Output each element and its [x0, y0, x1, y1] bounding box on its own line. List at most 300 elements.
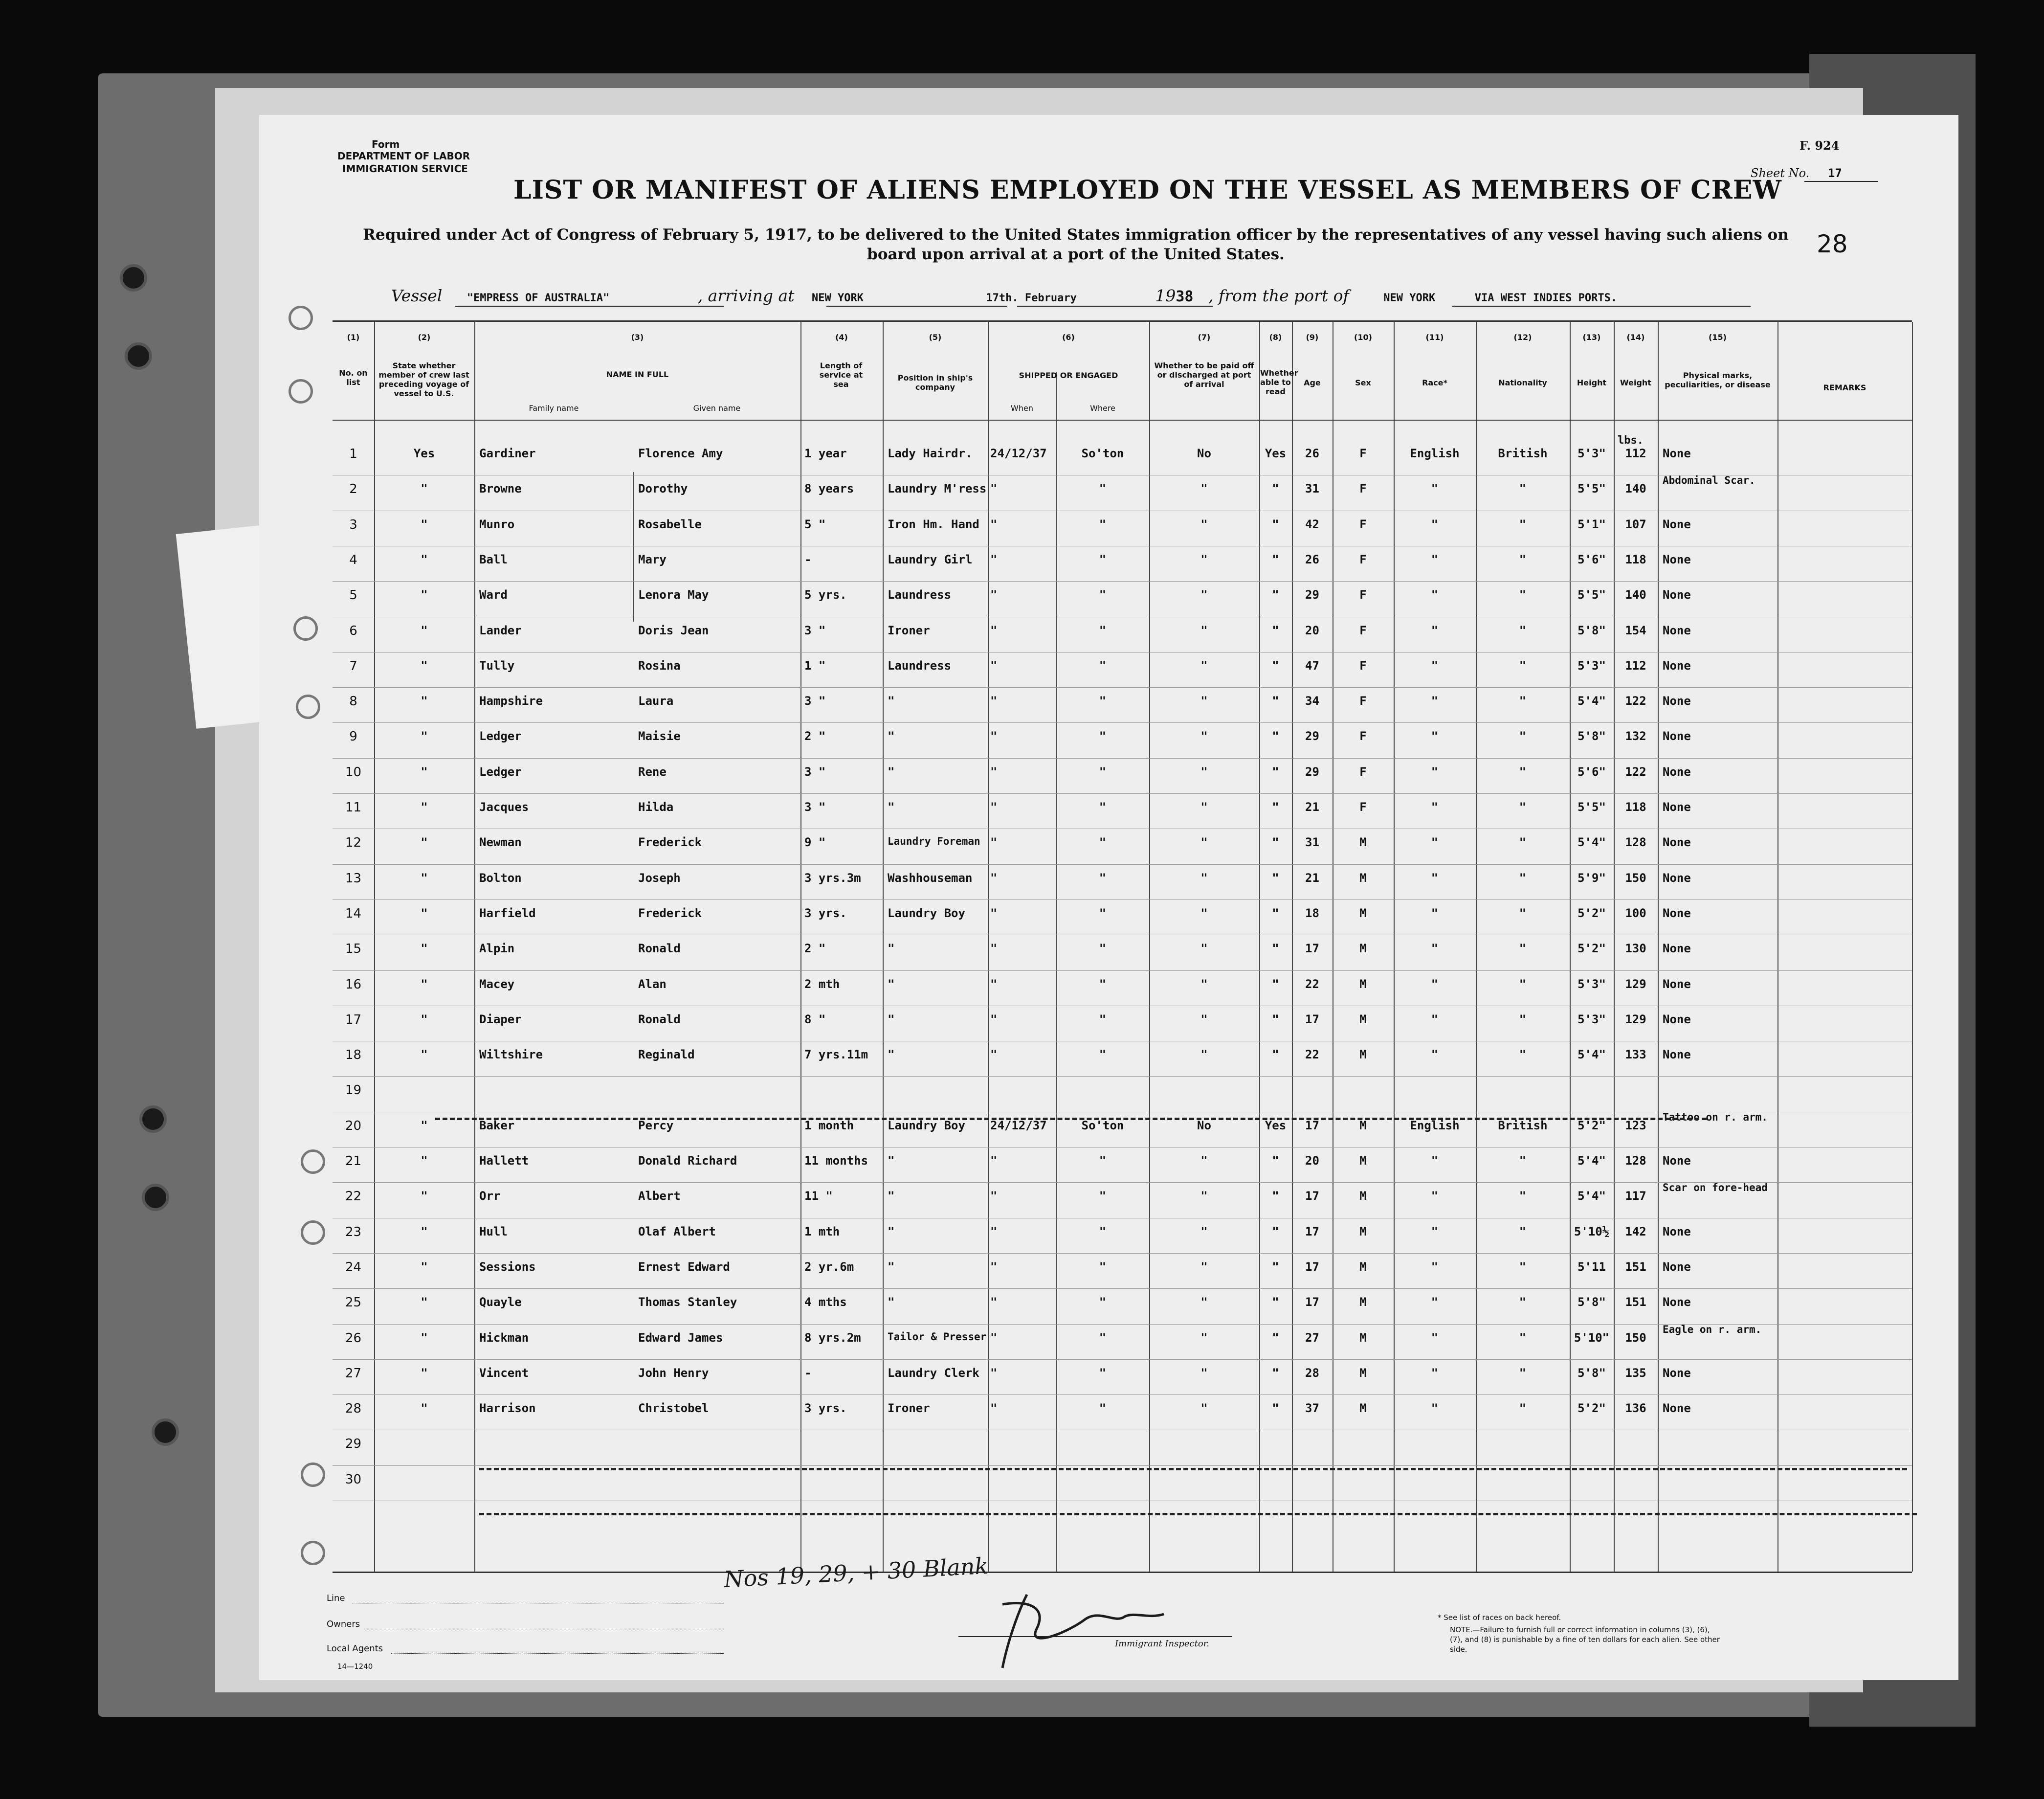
paid-off-cell: " — [1200, 588, 1208, 602]
row-number: 29 — [345, 1437, 362, 1452]
family-name-cell: Hallett — [479, 1154, 529, 1168]
row-rule — [333, 687, 1912, 688]
race-cell: " — [1431, 1189, 1439, 1203]
via-ports: VIA WEST INDIES PORTS. — [1474, 292, 1618, 304]
punch-hole — [296, 695, 320, 719]
sex-cell: M — [1359, 1330, 1367, 1345]
prev-voyage-cell: " — [421, 835, 428, 850]
prev-voyage-cell: " — [421, 765, 428, 779]
weight-unit: lbs. — [1618, 434, 1644, 447]
paid-off-cell: " — [1200, 1154, 1208, 1168]
sex-cell: M — [1359, 977, 1367, 991]
row-number: 12 — [345, 835, 362, 851]
shipped-when-cell: 24/12/37 — [990, 1118, 1047, 1132]
col-no-number: (1) — [347, 333, 360, 342]
row-number: 21 — [345, 1154, 362, 1169]
sex-cell: M — [1359, 1189, 1367, 1203]
weight-cell: 140 — [1625, 588, 1646, 602]
nationality-cell: " — [1519, 1012, 1527, 1026]
shipped-where-cell: " — [1099, 800, 1107, 814]
punch-hole — [301, 1462, 325, 1487]
arriving-label: , arriving at — [697, 286, 795, 305]
race-cell: " — [1431, 977, 1439, 991]
age-cell: 17 — [1305, 1118, 1319, 1132]
able-to-read-cell: " — [1272, 1295, 1279, 1309]
col-nationality-number: (12) — [1513, 333, 1532, 342]
given-name-cell: Ronald — [638, 942, 681, 956]
height-cell: 5'2" — [1577, 906, 1606, 920]
row-rule — [333, 1076, 1912, 1077]
paid-off-cell: " — [1200, 906, 1208, 920]
sex-cell: F — [1359, 729, 1367, 743]
nationality-cell: " — [1519, 623, 1527, 637]
physical-marks-cell: Tattoo on r. arm. — [1663, 1111, 1768, 1123]
able-to-read-cell: " — [1272, 658, 1279, 673]
nationality-cell: " — [1519, 800, 1527, 814]
local-agents-label: Local Agents — [327, 1643, 383, 1654]
paid-off-cell: " — [1200, 1189, 1208, 1203]
shipped-where-cell: " — [1099, 835, 1107, 850]
family-name-cell: Tully — [479, 658, 515, 673]
position-cell: Laundry Boy — [888, 906, 965, 920]
family-name-cell: Lander — [479, 623, 522, 637]
prev-voyage-cell: " — [421, 906, 428, 920]
blank-row-strike — [479, 1513, 1917, 1515]
sex-cell: F — [1359, 694, 1367, 708]
punch-hole — [301, 1149, 325, 1174]
family-name-cell: Macey — [479, 977, 515, 991]
service-length-cell: 11 months — [804, 1154, 868, 1168]
paid-off-cell: " — [1200, 658, 1208, 673]
shipped-where-cell: " — [1099, 1154, 1107, 1168]
race-cell: " — [1431, 835, 1439, 850]
able-to-read-cell: " — [1272, 1366, 1279, 1380]
physical-marks-cell: None — [1663, 1154, 1691, 1168]
shipped-when-cell: " — [990, 1048, 998, 1062]
physical-marks-cell: None — [1663, 1048, 1691, 1062]
position-cell: " — [888, 1224, 895, 1238]
col-race-number: (11) — [1425, 333, 1444, 342]
row-number: 15 — [345, 942, 362, 957]
family-name-cell: Baker — [479, 1118, 515, 1132]
col-nationality-header: Nationality — [1498, 378, 1547, 387]
row-rule — [333, 1182, 1912, 1183]
shipped-when-cell: " — [990, 835, 998, 850]
binder-hole — [139, 1105, 167, 1133]
position-cell: " — [888, 1189, 895, 1203]
shipped-when-cell: " — [990, 1259, 998, 1274]
col-age-number: (9) — [1306, 333, 1319, 342]
able-to-read-cell: " — [1272, 1048, 1279, 1062]
family-name-cell: Hickman — [479, 1330, 529, 1345]
row-rule — [333, 793, 1912, 794]
physical-marks-cell: Scar on fore-head — [1663, 1182, 1768, 1194]
age-cell: 17 — [1305, 1259, 1319, 1274]
arrival-date: 17th. February — [986, 292, 1077, 304]
shipped-where-cell: " — [1099, 729, 1107, 743]
given-name-cell: Edward James — [638, 1330, 723, 1345]
prev-voyage-cell: " — [421, 1118, 428, 1132]
paid-off-cell: " — [1200, 623, 1208, 637]
position-cell: Ironer — [888, 623, 930, 637]
arriving-port: NEW YORK — [811, 292, 864, 304]
paid-off-cell: " — [1200, 1048, 1208, 1062]
vessel-line — [391, 286, 1617, 305]
binder-hole — [120, 264, 147, 292]
paid-off-cell: " — [1200, 1401, 1208, 1416]
sex-cell: M — [1359, 1259, 1367, 1274]
page-subtitle: Required under Act of Congress of February 5, 1917, to be delivered to the United States immigration officer by the representatives of any vessel having such aliens on board upon arrival at a port of the United States. — [363, 226, 1789, 263]
shipped-where-cell: " — [1099, 1330, 1107, 1345]
binder-hole — [125, 342, 152, 370]
given-name-cell: Maisie — [638, 729, 681, 743]
weight-cell: 107 — [1625, 517, 1646, 531]
line-label: Line — [327, 1593, 345, 1603]
able-to-read-cell: " — [1272, 1401, 1279, 1416]
family-name-cell: Ward — [479, 588, 508, 602]
service-length-cell: 1 year — [804, 447, 847, 460]
height-cell: 5'6" — [1577, 765, 1606, 779]
weight-cell: 100 — [1625, 906, 1646, 920]
col-family-header: Family name — [529, 404, 579, 413]
able-to-read-cell: Yes — [1265, 1118, 1287, 1132]
form-number: F. 924 — [1800, 138, 1840, 153]
shipped-where-cell: " — [1099, 588, 1107, 602]
weight-cell: 129 — [1625, 1012, 1646, 1026]
col-read-header: Whether able to read — [1260, 368, 1298, 396]
col-weight-header: Weight — [1620, 378, 1651, 387]
family-name-cell: Hull — [479, 1224, 508, 1238]
age-cell: 18 — [1305, 906, 1319, 920]
race-cell: " — [1431, 729, 1439, 743]
col-shipped-number: (6) — [1062, 333, 1075, 342]
height-cell: 5'10" — [1574, 1330, 1610, 1345]
shipped-when-cell: " — [990, 1401, 998, 1416]
shipped-where-cell: " — [1099, 623, 1107, 637]
physical-marks-cell: None — [1663, 1295, 1691, 1309]
row-number: 9 — [349, 729, 357, 744]
weight-cell: 112 — [1625, 658, 1646, 673]
col-race-header: Race* — [1422, 378, 1447, 387]
nationality-cell: " — [1519, 1401, 1527, 1416]
prev-voyage-cell: " — [421, 1012, 428, 1026]
sex-cell: M — [1359, 1401, 1367, 1416]
sex-cell: F — [1359, 623, 1367, 637]
race-cell: " — [1431, 1048, 1439, 1062]
position-cell: Laundry Foreman — [888, 835, 980, 848]
col-prev-header: State whether member of crew last preceding voyage of vessel to U.S. — [378, 361, 469, 398]
row-rule — [333, 1288, 1912, 1289]
age-cell: 42 — [1305, 517, 1319, 531]
race-cell: " — [1431, 800, 1439, 814]
family-name-cell: Vincent — [479, 1366, 529, 1380]
position-cell: " — [888, 977, 895, 991]
row-number: 10 — [345, 765, 362, 780]
shipped-when-cell: " — [990, 1189, 998, 1203]
physical-marks-cell: None — [1663, 1366, 1691, 1380]
physical-marks-cell: None — [1663, 871, 1691, 885]
service-length-cell: 3 yrs.3m — [804, 871, 861, 885]
nationality-cell: " — [1519, 1048, 1527, 1062]
owners-label: Owners — [327, 1619, 360, 1629]
physical-marks-cell: None — [1663, 800, 1691, 814]
shipped-when-cell: " — [990, 871, 998, 885]
race-cell: " — [1431, 1295, 1439, 1309]
weight-cell: 122 — [1625, 694, 1646, 708]
age-cell: 20 — [1305, 1154, 1319, 1168]
weight-cell: 151 — [1625, 1259, 1646, 1274]
sheet-value: 17 — [1827, 166, 1842, 180]
family-name-cell: Ledger — [479, 729, 522, 743]
prev-voyage-cell: " — [421, 1154, 428, 1168]
vessel-name: "EMPRESS OF AUSTRALIA" — [467, 292, 610, 304]
nationality-cell: " — [1519, 835, 1527, 850]
physical-marks-cell: None — [1663, 835, 1691, 850]
shipped-when-cell: " — [990, 1012, 998, 1026]
age-cell: 21 — [1305, 800, 1319, 814]
given-name-cell: Dorothy — [638, 482, 688, 496]
able-to-read-cell: " — [1272, 729, 1279, 743]
prev-voyage-cell: " — [421, 800, 428, 814]
sex-cell: F — [1359, 552, 1367, 566]
age-cell: 29 — [1305, 729, 1319, 743]
family-name-cell: Diaper — [479, 1012, 522, 1026]
shipped-when-cell: " — [990, 800, 998, 814]
shipped-where-cell: " — [1099, 1366, 1107, 1380]
position-cell: Laundress — [888, 658, 952, 673]
from-label: , from the port of — [1208, 286, 1349, 305]
prev-voyage-cell: Yes — [413, 447, 435, 460]
nationality-cell: " — [1519, 552, 1527, 566]
service-length-cell: 1 mth — [804, 1224, 840, 1238]
prev-voyage-cell: " — [421, 729, 428, 743]
position-cell: Iron Hm. Hand — [888, 517, 979, 531]
physical-marks-cell: None — [1663, 765, 1691, 779]
service-length-cell: 11 " — [804, 1189, 833, 1203]
from-port: NEW YORK — [1383, 292, 1436, 304]
nationality-cell: " — [1519, 694, 1527, 708]
position-cell: Tailor & Presser — [888, 1330, 987, 1343]
prev-voyage-cell: " — [421, 871, 428, 885]
weight-cell: 117 — [1625, 1189, 1646, 1203]
service-length-cell: - — [804, 1366, 812, 1380]
weight-cell: 151 — [1625, 1295, 1646, 1309]
form-code: 14—1240 — [337, 1662, 373, 1671]
race-cell: " — [1431, 1259, 1439, 1274]
shipped-when-cell: " — [990, 906, 998, 920]
row-number: 8 — [349, 694, 357, 709]
nationality-cell: " — [1519, 517, 1527, 531]
age-cell: 29 — [1305, 588, 1319, 602]
service-length-cell: 5 " — [804, 517, 826, 531]
shipped-where-cell: " — [1099, 1189, 1107, 1203]
handwritten-blank-note: Nos 19, 29, + 30 Blank — [723, 1552, 989, 1593]
paid-off-cell: " — [1200, 977, 1208, 991]
paid-off-cell: " — [1200, 1224, 1208, 1238]
height-cell: 5'5" — [1577, 800, 1606, 814]
family-name-cell: Jacques — [479, 800, 529, 814]
col-service-header: Length of service at sea — [819, 361, 863, 389]
shipped-where-cell: " — [1099, 906, 1107, 920]
row-number: 18 — [345, 1048, 362, 1063]
age-cell: 47 — [1305, 658, 1319, 673]
position-cell: " — [888, 800, 895, 814]
able-to-read-cell: " — [1272, 1259, 1279, 1274]
family-name-cell: Bolton — [479, 871, 522, 885]
position-cell: Laundry Clerk — [888, 1366, 979, 1380]
position-cell: " — [888, 1012, 895, 1026]
prev-voyage-cell: " — [421, 1259, 428, 1274]
family-name-cell: Newman — [479, 835, 522, 850]
page-number: 28 — [1817, 230, 1848, 258]
row-number: 13 — [345, 871, 362, 886]
shipped-when-cell: " — [990, 1224, 998, 1238]
age-cell: 17 — [1305, 1012, 1319, 1026]
service-length-cell: 2 " — [804, 942, 826, 956]
service-length-cell: 3 " — [804, 623, 826, 637]
inspector-signature — [988, 1575, 1174, 1673]
height-cell: 5'2" — [1577, 1118, 1606, 1132]
service-length-cell: 2 " — [804, 729, 826, 743]
physical-marks-cell: None — [1663, 517, 1691, 531]
nationality-cell: " — [1519, 765, 1527, 779]
height-cell: 5'3" — [1577, 1012, 1606, 1026]
shipped-when-cell: " — [990, 623, 998, 637]
age-cell: 31 — [1305, 482, 1319, 496]
family-name-cell: Harrison — [479, 1401, 536, 1416]
paid-off-cell: " — [1200, 1259, 1208, 1274]
sex-cell: M — [1359, 1154, 1367, 1168]
service-length-cell: 4 mths — [804, 1295, 847, 1309]
shipped-where-cell: " — [1099, 1259, 1107, 1274]
row-rule — [333, 1465, 1912, 1466]
prev-voyage-cell: " — [421, 1330, 428, 1345]
prev-voyage-cell: " — [421, 658, 428, 673]
shipped-where-cell: " — [1099, 658, 1107, 673]
physical-marks-cell: None — [1663, 1259, 1691, 1274]
row-number: 11 — [345, 800, 362, 815]
height-cell: 5'4" — [1577, 1048, 1606, 1062]
race-cell: English — [1410, 1118, 1460, 1132]
able-to-read-cell: " — [1272, 552, 1279, 566]
family-name-cell: Quayle — [479, 1295, 522, 1309]
paid-off-cell: No — [1197, 1118, 1211, 1132]
row-number: 2 — [349, 482, 357, 497]
height-cell: 5'11 — [1577, 1259, 1606, 1274]
age-cell: 27 — [1305, 1330, 1319, 1345]
col-name-number: (3) — [631, 333, 644, 342]
age-cell: 17 — [1305, 1189, 1319, 1203]
paid-off-cell: No — [1197, 447, 1211, 460]
service-length-cell: 3 " — [804, 800, 826, 814]
crew-manifest-table — [333, 320, 1912, 1573]
height-cell: 5'4" — [1577, 1154, 1606, 1168]
race-cell: " — [1431, 658, 1439, 673]
race-cell: " — [1431, 1330, 1439, 1345]
service-length-cell: 3 " — [804, 765, 826, 779]
nationality-cell: " — [1519, 1189, 1527, 1203]
col-prev-number: (2) — [418, 333, 431, 342]
vessel-label: Vessel — [391, 286, 443, 305]
height-cell: 5'4" — [1577, 694, 1606, 708]
family-name-cell: Ball — [479, 552, 508, 566]
position-cell: Lady Hairdr. — [888, 447, 973, 460]
row-number: 20 — [345, 1118, 362, 1133]
given-name-cell: Donald Richard — [638, 1154, 737, 1168]
shipped-when-cell: " — [990, 1154, 998, 1168]
physical-marks-cell: None — [1663, 1401, 1691, 1416]
family-name-cell: Harfield — [479, 906, 536, 920]
row-rule — [333, 1394, 1912, 1395]
sex-cell: M — [1359, 835, 1367, 850]
sex-cell: F — [1359, 482, 1367, 496]
given-name-cell: Olaf Albert — [638, 1224, 716, 1238]
paid-off-cell: " — [1200, 871, 1208, 885]
shipped-when-cell: " — [990, 588, 998, 602]
given-name-cell: Christobel — [638, 1401, 709, 1416]
physical-marks-cell: None — [1663, 1224, 1691, 1238]
shipped-where-cell: " — [1099, 482, 1107, 496]
weight-cell: 150 — [1625, 1330, 1646, 1345]
form-label: Form — [372, 138, 400, 150]
physical-marks-cell: None — [1663, 906, 1691, 920]
able-to-read-cell: " — [1272, 694, 1279, 708]
service-length-cell: 1 " — [804, 658, 826, 673]
given-name-cell: Laura — [638, 694, 674, 708]
col-sex-header: Sex — [1355, 378, 1371, 387]
able-to-read-cell: " — [1272, 800, 1279, 814]
position-cell: " — [888, 1295, 895, 1309]
prev-voyage-cell: " — [421, 517, 428, 531]
given-name-cell: Mary — [638, 552, 667, 566]
row-rule — [333, 581, 1912, 582]
nationality-cell: " — [1519, 729, 1527, 743]
punch-hole — [293, 616, 318, 641]
row-number: 6 — [349, 623, 357, 638]
position-cell: " — [888, 1259, 895, 1274]
sex-cell: M — [1359, 1118, 1367, 1132]
age-cell: 28 — [1305, 1366, 1319, 1380]
col-service-number: (4) — [835, 333, 848, 342]
given-name-cell: Rosina — [638, 658, 681, 673]
row-number: 3 — [349, 517, 357, 532]
row-number: 16 — [345, 977, 362, 992]
sex-cell: F — [1359, 765, 1367, 779]
row-number: 17 — [345, 1012, 362, 1027]
race-cell: " — [1431, 765, 1439, 779]
age-cell: 22 — [1305, 1048, 1319, 1062]
able-to-read-cell: " — [1272, 765, 1279, 779]
given-name-cell: Reginald — [638, 1048, 695, 1062]
shipped-where-cell: So'ton — [1081, 447, 1124, 460]
weight-cell: 128 — [1625, 835, 1646, 850]
given-name-cell: Hilda — [638, 800, 674, 814]
shipped-when-cell: " — [990, 729, 998, 743]
race-cell: " — [1431, 482, 1439, 496]
given-name-cell: Frederick — [638, 906, 702, 920]
race-cell: " — [1431, 1224, 1439, 1238]
sex-cell: F — [1359, 800, 1367, 814]
family-name-cell: Munro — [479, 517, 515, 531]
row-number: 14 — [345, 906, 362, 921]
shipped-when-cell: " — [990, 1295, 998, 1309]
nationality-cell: " — [1519, 482, 1527, 496]
weight-cell: 140 — [1625, 482, 1646, 496]
service-length-cell: 2 yr.6m — [804, 1259, 854, 1274]
blank-row-strike — [435, 1118, 1707, 1120]
race-cell: " — [1431, 1401, 1439, 1416]
sex-cell: M — [1359, 1295, 1367, 1309]
